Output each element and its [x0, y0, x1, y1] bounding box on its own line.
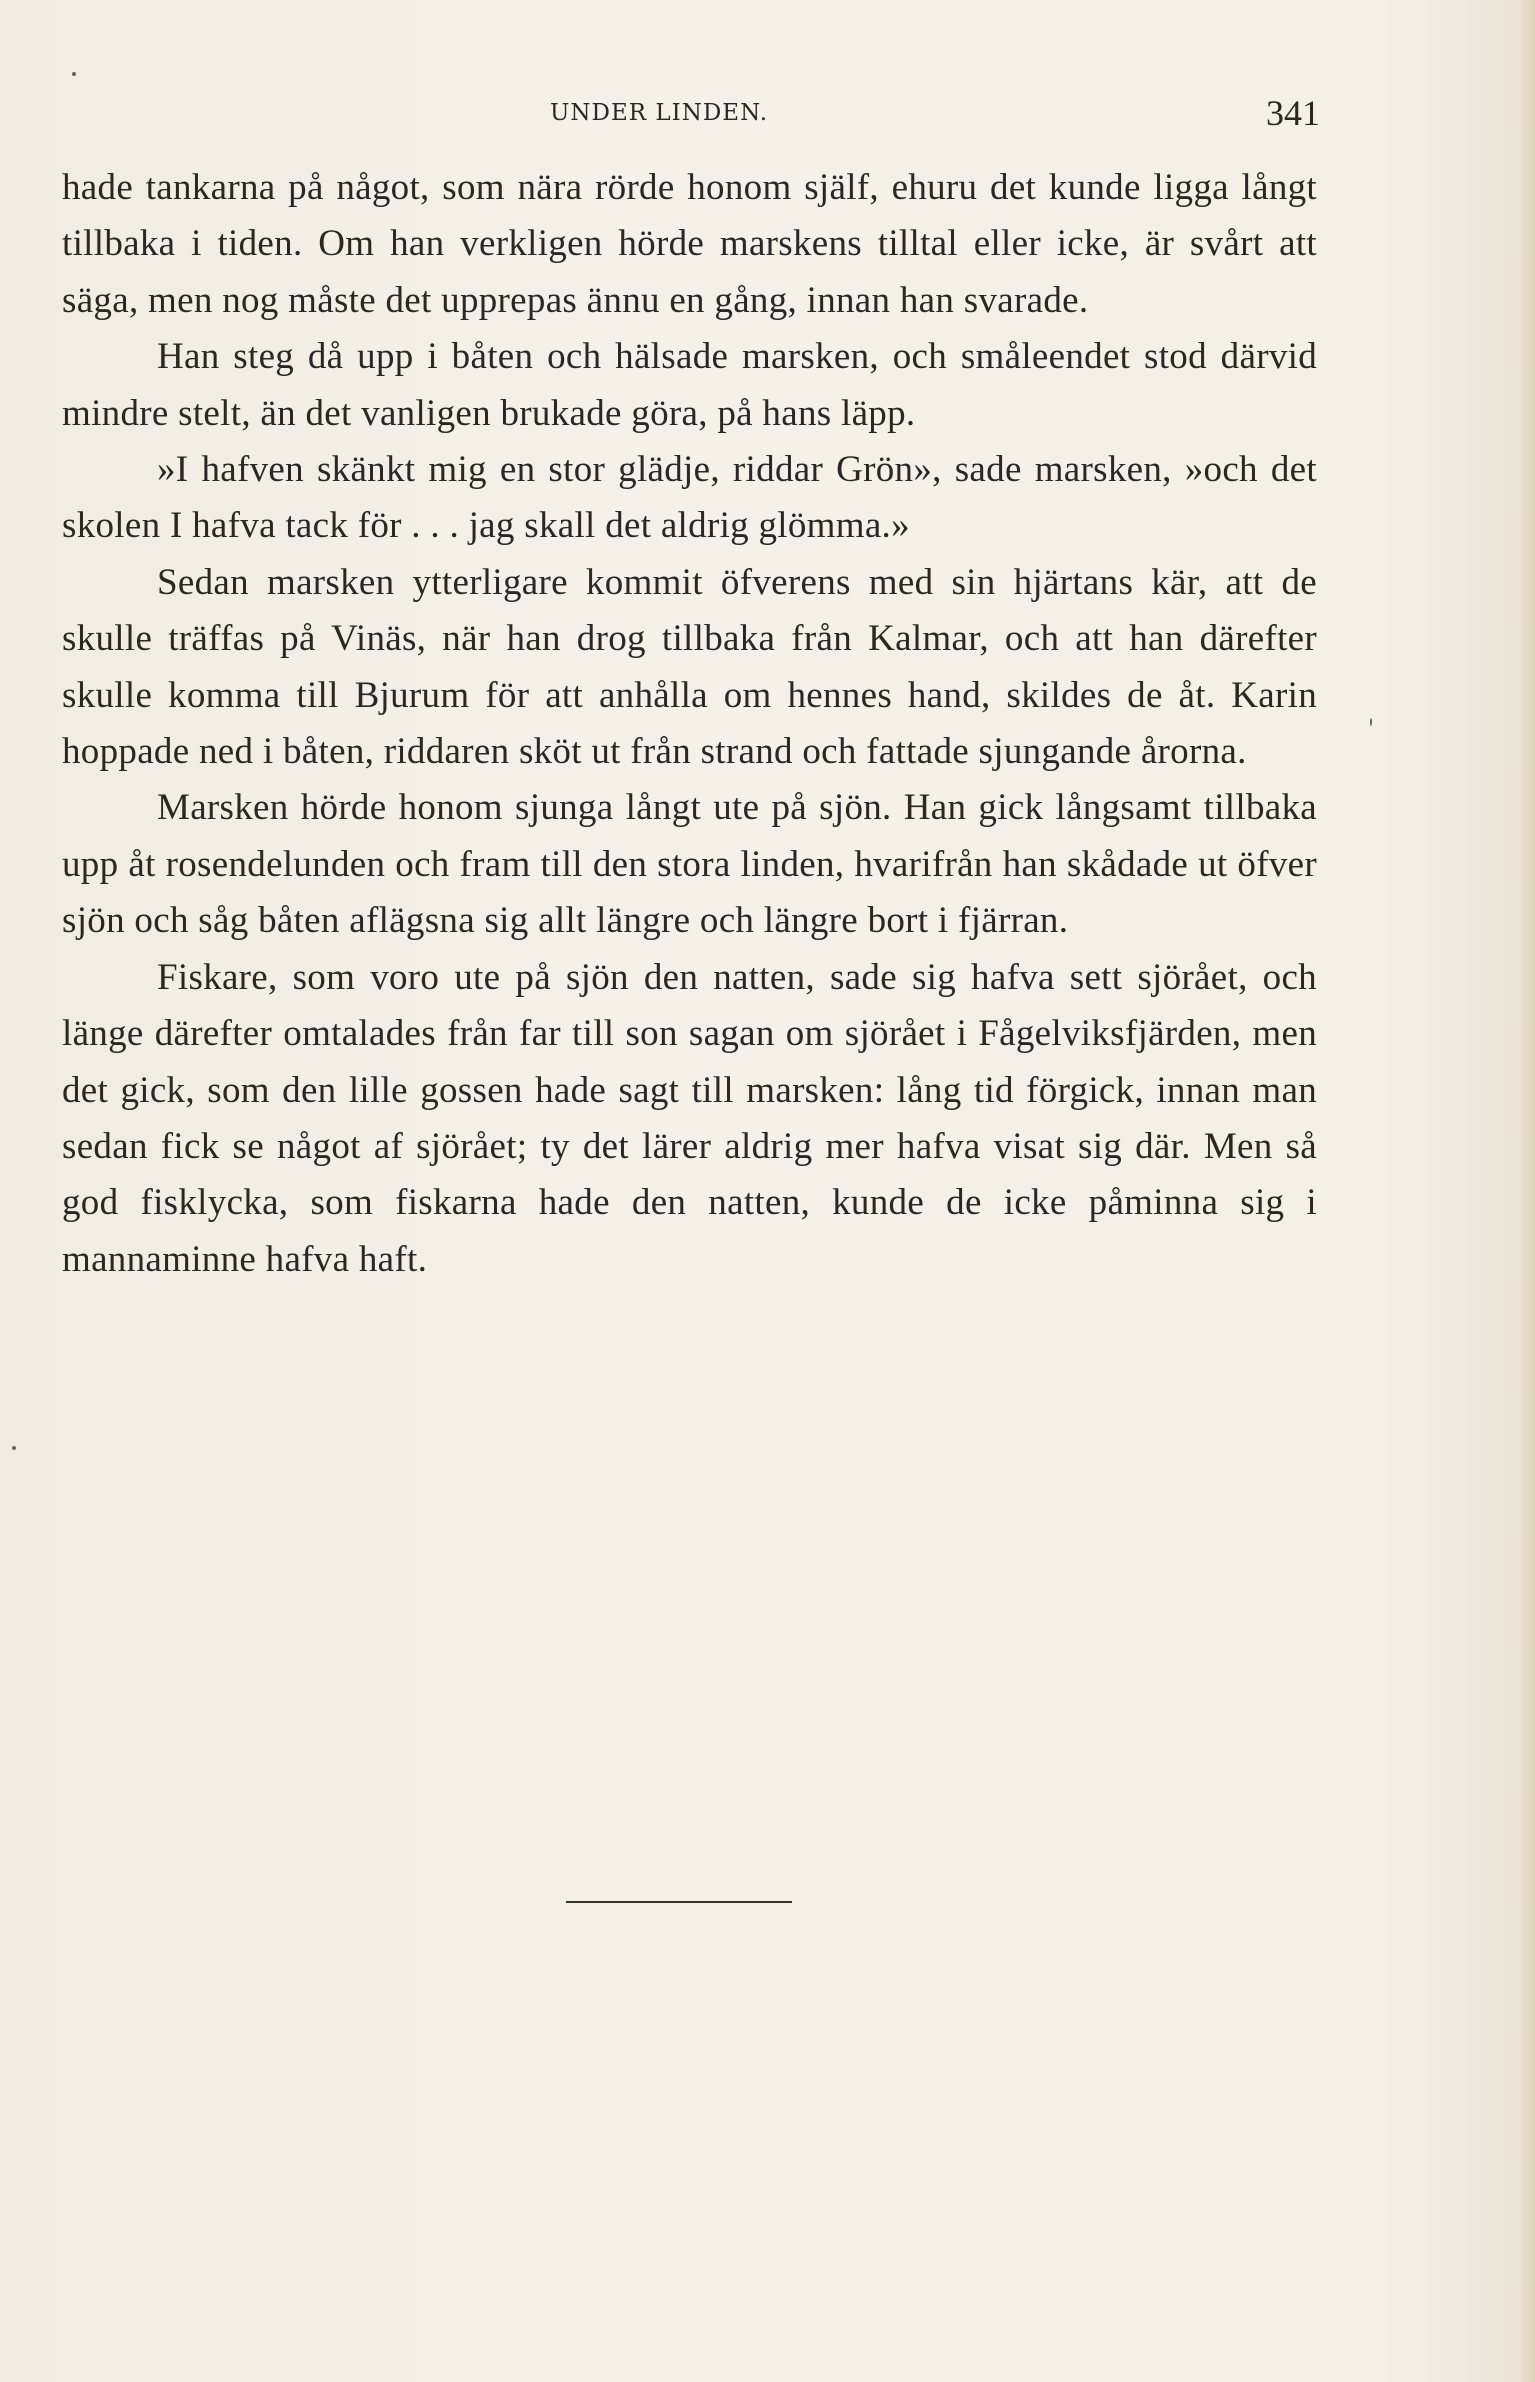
paragraph-4: Sedan marsken ytterligare kommit öfverens med sin hjärtans kär, att de skulle träffas på Vinäs, när han drog tillbaka från Kalmar, och att han därefter skulle komma till Bjurum för att anhålla om hennes hand, skildes de åt. Karin hoppade ned i båten, riddaren sköt ut från strand och fattade sjungande årorna.: [62, 561, 1317, 773]
paragraph-5: Marsken hörde honom sjunga långt ute på sjön. Han gick långsamt tillbaka upp åt rosendelunden och fram till den stora linden, hvarifrån han skådade ut öfver sjön och såg båten aflägsna sig allt längre och längre bort i fjärran.: [62, 787, 1317, 942]
page-number: 341: [1266, 93, 1320, 133]
chapter-end-rule: [566, 1901, 792, 1903]
paper-speck: [72, 72, 76, 76]
page-header: [70, 92, 1320, 142]
paragraph-1: hade tankarna på något, som nära rörde honom själf, ehuru det kunde ligga långt tillbaka i tiden. Om han verkligen hörde marskens tilltal eller icke, är svårt att säga, men nog måste det upprepas ännu en gång, innan han svarade.: [62, 167, 1317, 321]
paragraph-6: Fiskare, som voro ute på sjön den natten, sade sig hafva sett sjörået, och länge därefter omtalades från far till son sagan om sjörået i Fågelviksfjärden, men det gick, som den lille gossen hade sagt till marsken: lång tid förgick, innan man sedan fick se något af sjörået; ty det lärer aldrig mer hafva visat sig där. Men så god fisklycka, som fiskarna hade den natten, kunde de icke påminna sig i mannaminne hafva haft.: [62, 956, 1317, 1280]
paper-speck: [1370, 718, 1372, 726]
paragraph-2: Han steg då upp i båten och hälsade marsken, och småleendet stod därvid mindre stelt, än det vanligen brukade göra, på hans läpp.: [62, 336, 1317, 434]
paragraph-3: »I hafven skänkt mig en stor glädje, riddar Grön», sade marsken, »och det skolen I hafva tack för . . . jag skall det aldrig glömma.»: [62, 449, 1317, 547]
body-text: [62, 160, 1317, 1288]
page-edge-shadow: [1521, 0, 1535, 2382]
running-head: UNDER LINDEN.: [550, 100, 769, 126]
paper-speck: [12, 1446, 16, 1450]
